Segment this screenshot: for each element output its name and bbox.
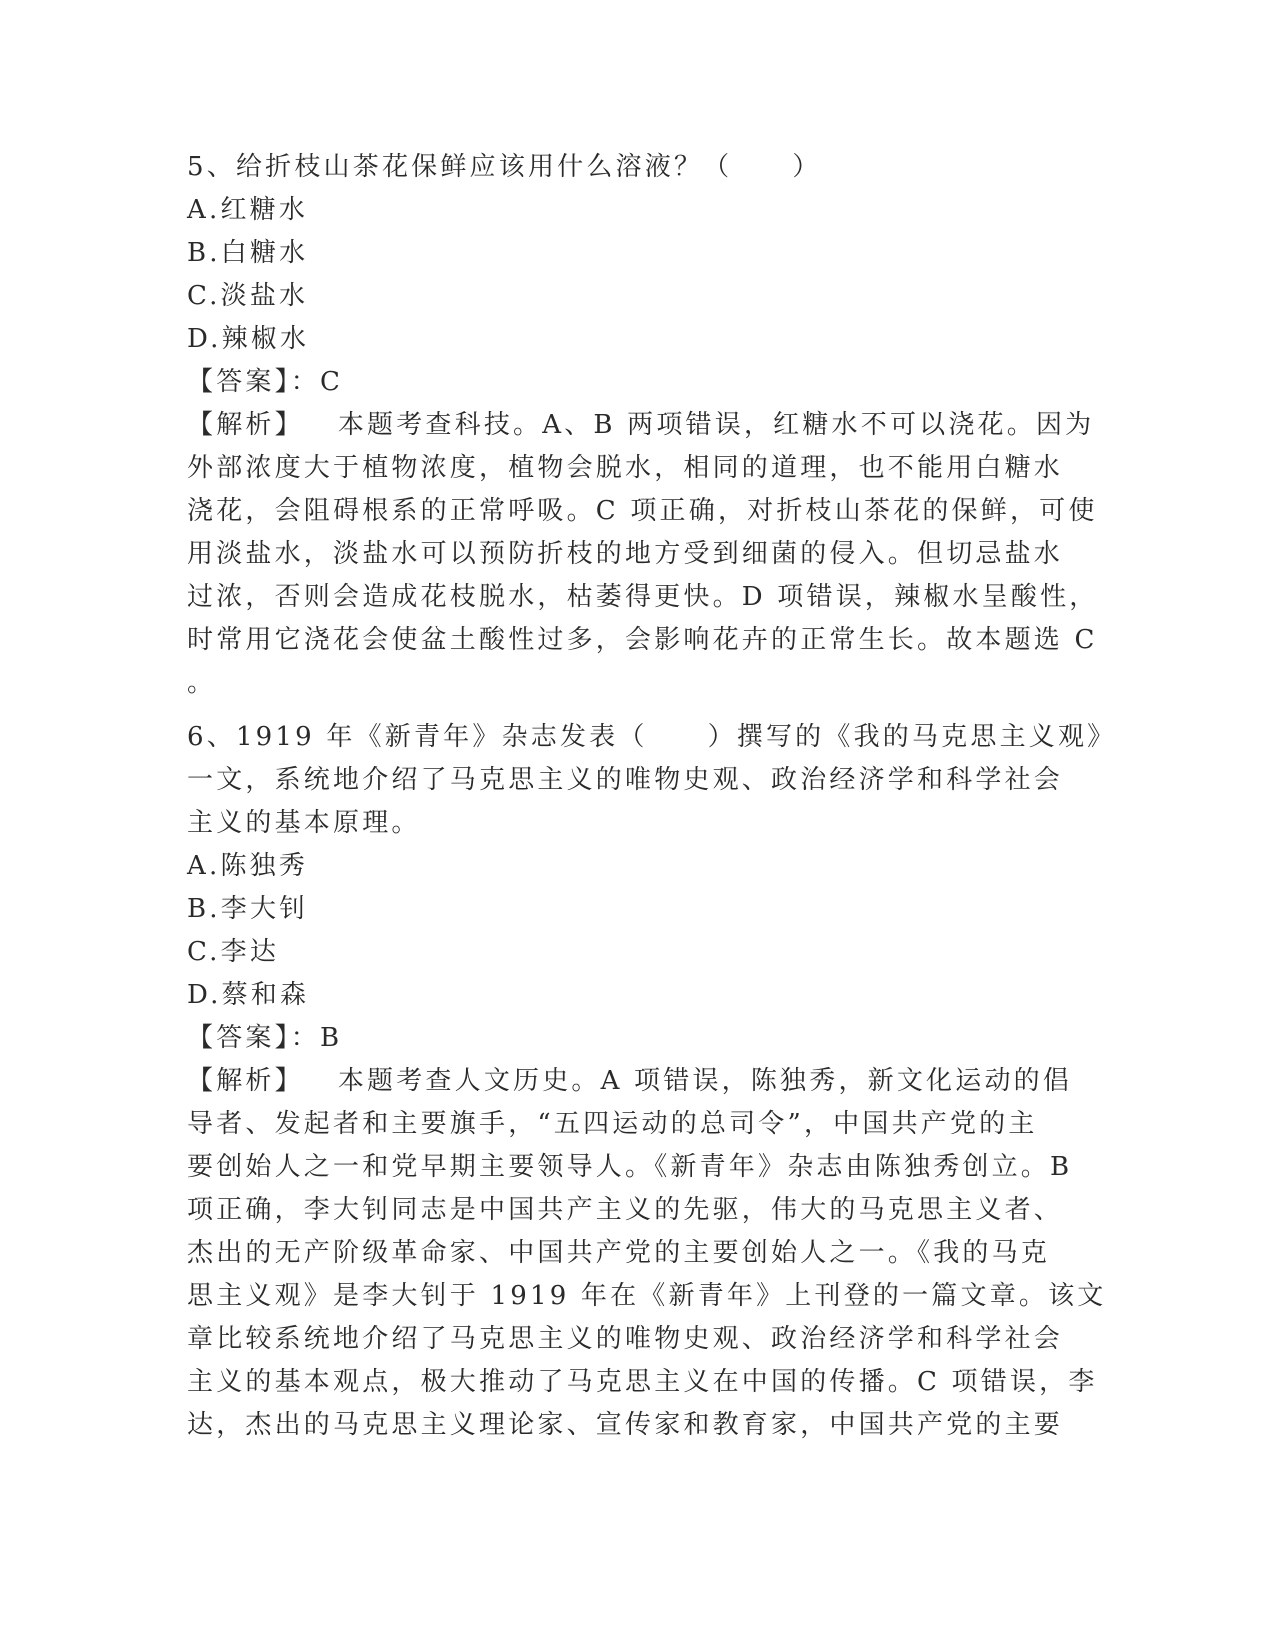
question-6-explanation-line: 【解析】 本题考查人文历史。A 项错误，陈独秀，新文化运动的倡: [187, 1066, 1073, 1096]
question-6-explanation-line: 项正确，李大钊同志是中国共产主义的先驱，伟大的马克思主义者、: [187, 1195, 1064, 1225]
question-6: [187, 716, 1117, 1447]
question-6-explanation-line: 思主义观》是李大钊于 1919 年在《新青年》上刊登的一篇文章。该文: [187, 1281, 1107, 1311]
question-5-option-b: B.白糖水: [187, 238, 309, 268]
question-5: [187, 146, 1099, 705]
question-6-explanation-line: 导者、发起者和主要旗手，“五四运动的总司令”，中国共产党的主: [187, 1109, 1038, 1139]
explanation-label: 【解析】: [187, 1066, 304, 1096]
question-5-explanation-line: 用淡盐水，淡盐水可以预防折枝的地方受到细菌的侵入。但切忌盐水: [187, 539, 1064, 569]
question-6-explanation-line: 杰出的无产阶级革命家、中国共产党的主要创始人之一。《我的马克: [187, 1238, 1051, 1268]
question-6-explanation-line: 主义的基本观点，极大推动了马克思主义在中国的传播。C 项错误，李: [187, 1367, 1098, 1397]
question-6-option-d: D.蔡和森: [187, 980, 310, 1010]
question-5-stem: 5、给折枝山茶花保鲜应该用什么溶液？（ ）: [187, 152, 822, 182]
question-6-stem-line: 一文，系统地介绍了马克思主义的唯物史观、政治经济学和科学社会: [187, 765, 1064, 795]
question-5-explanation-line: 【解析】 本题考查科技。A、B 两项错误，红糖水不可以浇花。因为: [187, 410, 1095, 440]
question-6-stem: 6、1919 年《新青年》杂志发表（ ）撰写的《我的马克思主义观》: [187, 722, 1117, 752]
question-5-answer: [187, 361, 1087, 404]
question-5-explanation-line: 过浓，否则会造成花枝脱水，枯萎得更快。D 项错误，辣椒水呈酸性，: [187, 582, 1099, 612]
answer-value: C: [320, 367, 344, 397]
answer-label: 【答案】：: [187, 1023, 321, 1053]
question-5-explanation-line: 时常用它浇花会使盆土酸性过多，会影响花卉的正常生长。故本题选 C: [187, 625, 1098, 655]
question-6-answer: [187, 1017, 1087, 1060]
question-6-option-b: B.李大钊: [187, 894, 309, 924]
document-content: [187, 146, 1117, 1447]
explanation-label: 【解析】: [187, 410, 304, 440]
question-6-explanation-line: 要创始人之一和党早期主要领导人。《新青年》杂志由陈独秀创立。B: [187, 1152, 1073, 1182]
answer-value: B: [320, 1023, 343, 1053]
question-5-option-a: A.红糖水: [187, 195, 309, 225]
question-6-explanation-line: 达，杰出的马克思主义理论家、宣传家和教育家，中国共产党的主要: [187, 1410, 1064, 1440]
question-5-explanation-line: 外部浓度大于植物浓度，植物会脱水，相同的道理，也不能用白糖水: [187, 453, 1064, 483]
answer-label: 【答案】：: [187, 367, 321, 397]
question-6-explanation-line: 章比较系统地介绍了马克思主义的唯物史观、政治经济学和科学社会: [187, 1324, 1064, 1354]
question-6-stem-line: 主义的基本原理。: [187, 808, 421, 838]
question-5-explanation-line: 。: [187, 668, 217, 698]
question-5-option-d: D.辣椒水: [187, 324, 310, 354]
question-5-option-c: C.淡盐水: [187, 281, 309, 311]
question-6-option-a: A.陈独秀: [187, 851, 309, 881]
question-6-option-c: C.李达: [187, 937, 280, 967]
question-5-explanation-line: 浇花，会阻碍根系的正常呼吸。C 项正确，对折枝山茶花的保鲜，可使: [187, 496, 1098, 526]
